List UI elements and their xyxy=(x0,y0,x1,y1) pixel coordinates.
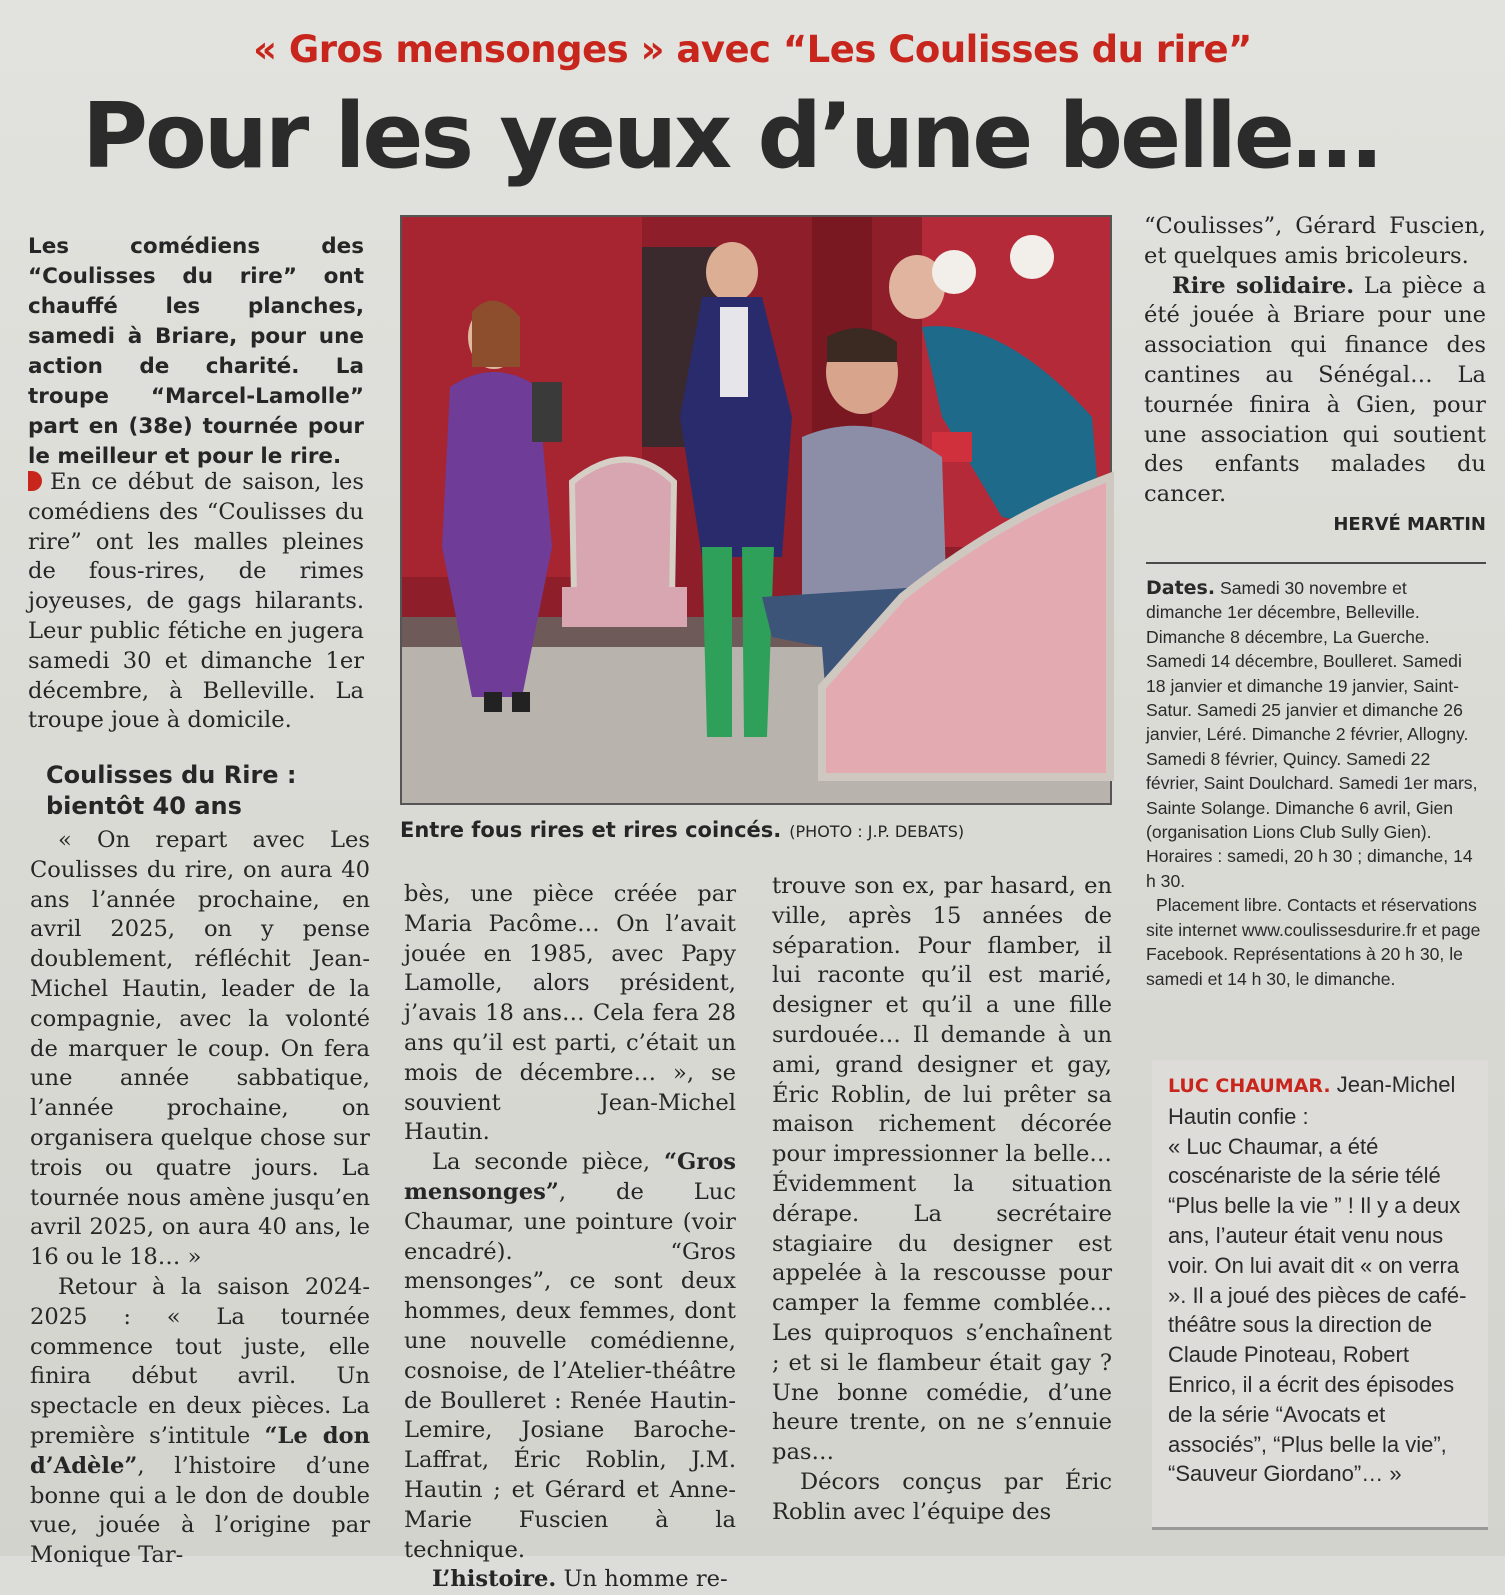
column-1-top xyxy=(28,468,364,736)
article-kicker: « Gros mensonges » avec “Les Coulisses du rire” xyxy=(253,28,1252,71)
paragraph-marker-icon xyxy=(28,471,42,491)
paragraph-coulisses: “Coulisses”, Gérard Fuscien, et quelques amis bricoleurs. xyxy=(1144,213,1486,269)
dates-extra: Placement libre. Contacts et réservations site internet www.coulissesdurire.fr et page Facebook. Représentations à 20 h 30, le samedi et 14 h 30, le dimanche. xyxy=(1146,895,1481,989)
photo-caption-text: Entre fous rires et rires coincés. xyxy=(400,818,782,842)
paragraph-rire-solidaire: Rire solidaire. La pièce a été jouée à Briare pour une association qui finance des cantines au Sénégal… La tournée finira à Gien, pour une association qui soutient des enfants malades du cancer. xyxy=(1144,272,1487,508)
column-3 xyxy=(772,872,1112,1528)
dates-box xyxy=(1146,576,1481,991)
article-headline: Pour les yeux d’une belle… xyxy=(82,84,1379,189)
sidebar-intro: Jean-Michel Hautin confie : xyxy=(1168,1072,1456,1129)
sidebar-quote: « Luc Chaumar, a été coscénariste de la série télé “Plus belle la vie ” ! Il y a deux ans, l’auteur était venu nous voir. On lui avait dit « on verra ». Il a joué des pièces de café-théâtre sous la direction de Claude Pinoteau, Robert Enrico, il a écrit des épisodes de la série “Avocats et associés”, “Plus belle la vie”, “Sauveur Giordano”… » xyxy=(1168,1133,1467,1487)
sidebar-name: LUC CHAUMAR. xyxy=(1168,1075,1331,1097)
paragraph-histoire-start: L’histoire. Un homme re- xyxy=(432,1566,728,1593)
paragraph-intro: En ce début de saison, les comédiens des “Coulisses du rire” ont les malles pleines de fous-rires, de rimes joyeuses, de gags hilarants. Leur public fétiche en jugera samedi 30 et dimanche 1er décembre, à Belleville. La troupe joue à domicile. xyxy=(28,469,364,734)
paragraph-tarbes: bès, une pièce créée par Maria Pacôme… On l’avait jouée en 1985, avec Papy Lamolle, alors président, j’avais 18 ans… Cela fera 28 ans qu’il est parti, c’était un mois de décembre… », se souvient Jean-Michel Hautin. xyxy=(404,881,736,1146)
paragraph-decors: Décors conçus par Éric Roblin avec l’équipe des xyxy=(772,1468,1112,1525)
author-signature: HERVÉ MARTIN xyxy=(1333,514,1486,535)
stage-photo xyxy=(400,215,1112,805)
photo-caption xyxy=(400,818,1120,842)
dates-text: Samedi 30 novembre et dimanche 1er décembre, Belleville. Dimanche 8 décembre, La Guerche. Samedi 14 décembre, Boulleret. Samedi 18 janvier et dimanche 19 janvier, Saint-Satur. Samedi 25 janvier et dimanche 26 janvier, Léré. Dimanche 2 février, Allogny. Samedi 8 février, Quincy. Samedi 22 février, Saint Doulchard. Samedi 1er mars, Sainte Solange. Dimanche 6 avril, Gien (organisation Lions Club Sully Gien). Horaires : samedi, 20 h 30 ; dimanche, 14 h 30. xyxy=(1146,578,1478,891)
column-1-bottom xyxy=(30,826,370,1571)
column-4 xyxy=(1144,212,1486,510)
paragraph-histoire: trouve son ex, par hasard, en ville, après 15 années de séparation. Pour flamber, il lui raconte qu’il est marié, designer et qu’il a une fille surdouée… Il demande à un ami, grand designer et gay, Éric Roblin, de lui prêter sa maison richement décorée pour impressionner la belle… Évidemment la situation dérape. La secrétaire stagiaire du designer est appelée à la rescousse pour camper la femme comblée… Les quiproquos s’enchaînent ; et si le flambeur était gay ? Une bonne comédie, d’une heure trente, on ne s’ennuie pas… xyxy=(772,873,1112,1466)
dates-label: Dates. xyxy=(1146,577,1216,599)
article-lead: Les comédiens des “Coulisses du rire” ont chauffé les planches, samedi à Briare, pour une action de charité. La troupe “Marcel-Lamolle” part en (38e) tournée pour le meilleur et pour le rire. xyxy=(28,234,364,469)
dates-divider xyxy=(1146,562,1486,564)
paragraph-saison: Retour à la saison 2024-2025 : « La tournée commence tout juste, elle finira début avril. Un spectacle en deux pièces. La première s’intitule “Le don d’Adèle”, l’histoire d’une bonne qui a le don de double vue, jouée à l’origine par Monique Tar- xyxy=(30,1273,371,1569)
paragraph-seconde-piece: La seconde pièce, “Gros mensonges”, de Luc Chaumar, une pointure (voir encadré). “Gros mensonges”, ce sont deux hommes, deux femmes, dont une nouvelle comédienne, cosnoise, de l’Atelier-théâtre de Boulleret : Renée Hautin-Lemire, Josiane Baroche-Laffrat, Éric Roblin, J.M. Hautin ; et Gérard et Anne-Marie Fuscien à la technique. xyxy=(404,1149,736,1563)
paragraph-quote-40-ans: « On repart avec Les Coulisses du rire, on aura 40 ans l’année prochaine, en avril 2025, on y pense doublement, réfléchit Jean-Michel Hautin, leader de la compagnie, avec la volonté de marquer le coup. On fera une année sabbatique, l’année prochaine, on organisera quelque chose sur trois ou quatre jours. La tournée nous amène jusqu’en avril 2025, on aura 40 ans, le 16 ou le 18… » xyxy=(30,827,370,1271)
column-2 xyxy=(404,880,736,1595)
sidebar-box-text xyxy=(1168,1070,1478,1489)
subheading-40-ans: Coulisses du Rire : bientôt 40 ans xyxy=(46,761,297,820)
photo-credit: (PHOTO : J.P. DEBATS) xyxy=(789,822,965,841)
stage-photo-illustration xyxy=(402,217,1110,803)
